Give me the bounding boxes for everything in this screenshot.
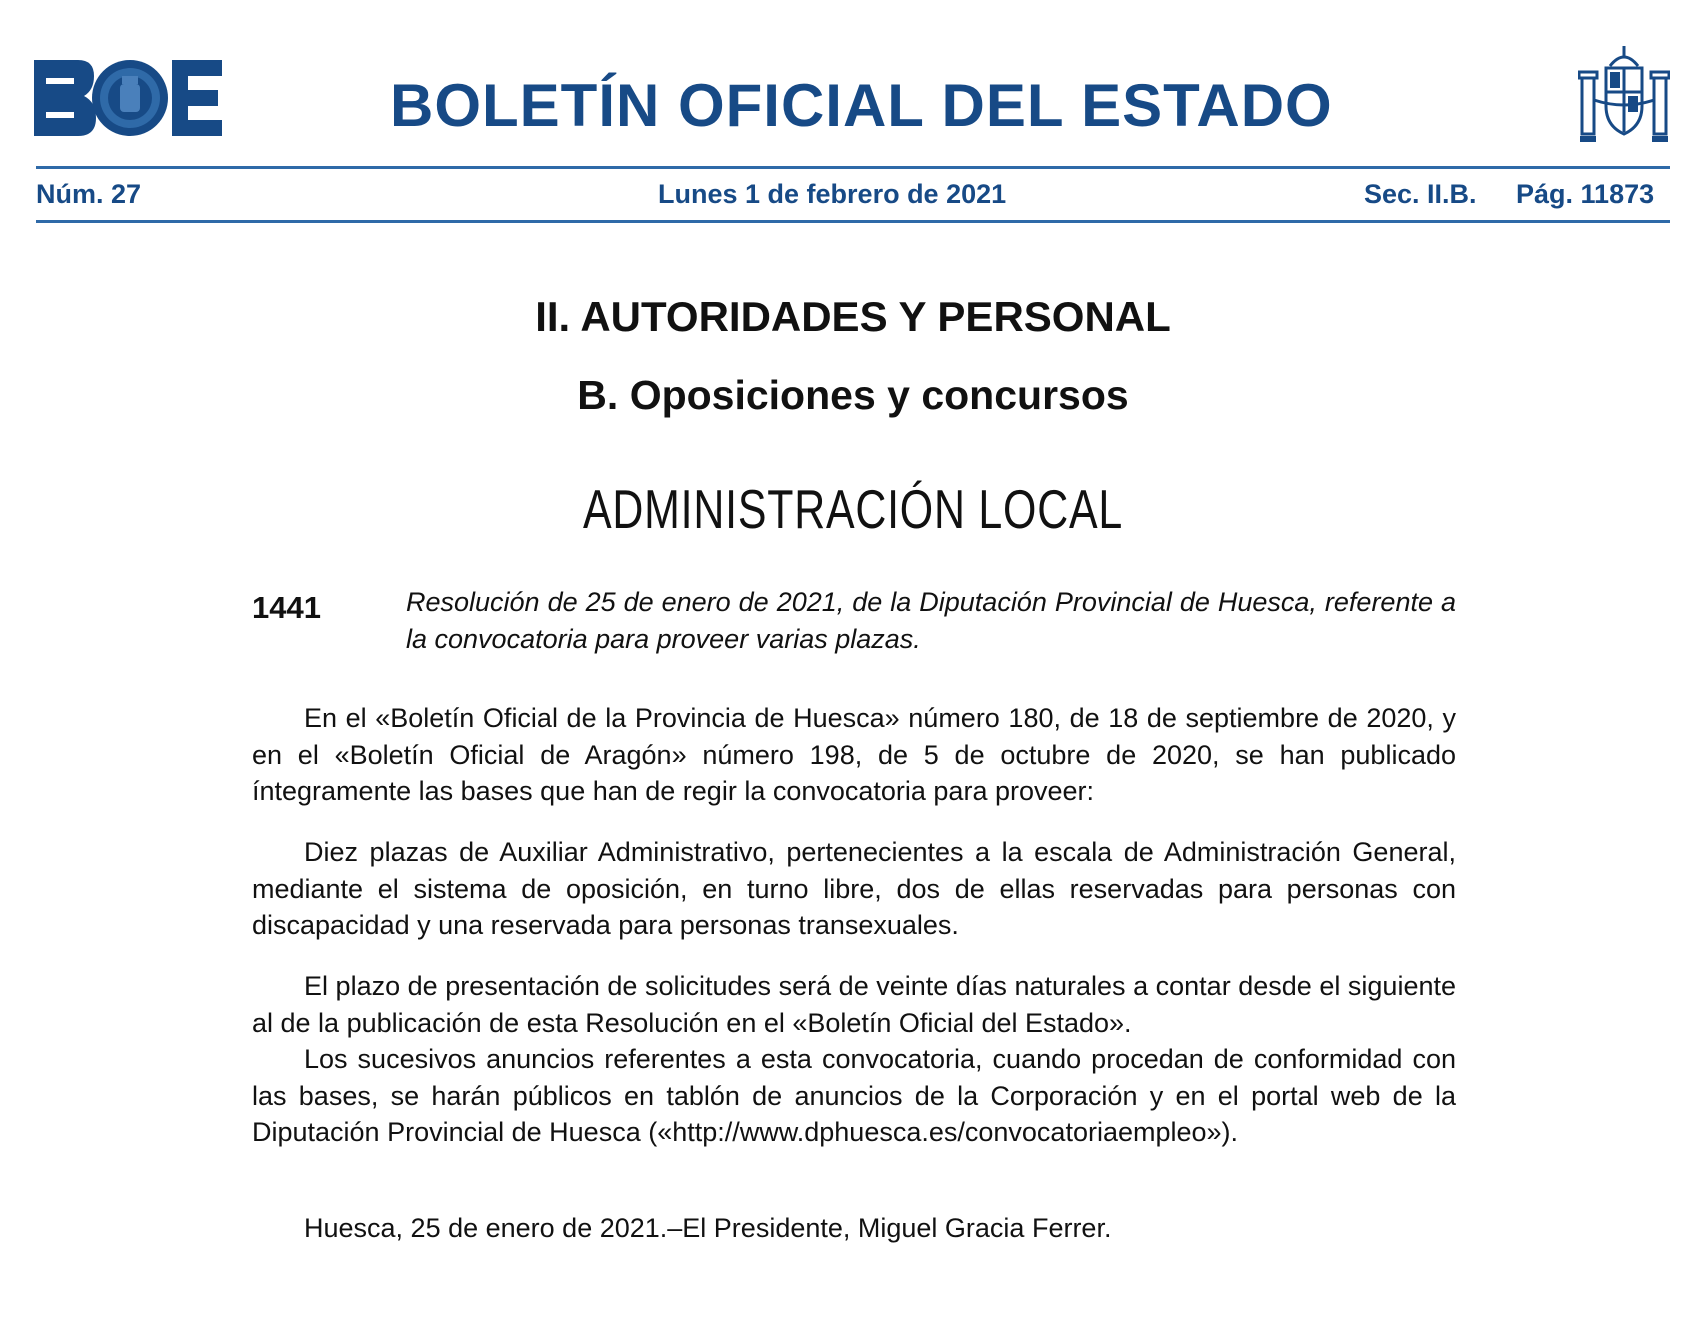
header-rule-bottom — [36, 220, 1670, 223]
paragraph-text: Diez plazas de Auxiliar Administrativo, pertenecientes a la escala de Administración General, mediante el sistema de oposición, en turno libre, dos de ellas reservadas para personas con discapacidad y una reservada para personas transexuales. — [252, 837, 1456, 940]
resolution-number: 1441 — [252, 590, 321, 625]
body-paragraph-1 — [252, 700, 1456, 810]
signature-text: Huesca, 25 de enero de 2021.–El Presidente, Miguel Gracia Ferrer. — [304, 1213, 1112, 1243]
resolution-title: Resolución de 25 de enero de 2021, de la Diputación Provincial de Huesca, referente a la convocatoria para proveer varias plazas. — [406, 587, 1456, 654]
coat-of-arms-icon — [1578, 44, 1670, 144]
header-rule-top — [36, 166, 1670, 169]
signature-paragraph — [252, 1210, 1456, 1247]
publication-title: BOLETÍN OFICIAL DEL ESTADO — [390, 72, 1333, 139]
paragraph-text: El plazo de presentación de solicitudes será de veinte días naturales a contar desde el siguiente al de la publicación de esta Resolución en el «Boletín Oficial del Estado». — [252, 971, 1456, 1038]
subsection-title: B. Oposiciones y concursos — [577, 372, 1129, 418]
issue-date: Lunes 1 de febrero de 2021 — [658, 179, 1007, 209]
section-title: II. AUTORIDADES Y PERSONAL — [535, 293, 1171, 340]
body-paragraph-3 — [252, 968, 1456, 1151]
paragraph-text: En el «Boletín Oficial de la Provincia de Huesca» número 180, de 18 de septiembre de 2020, y en el «Boletín Oficial de Aragón» número 198, de 5 de octubre de 2020, se han publicado íntegramente las bases que han de regir la convocatoria para proveer: — [252, 703, 1456, 806]
issue-number: Núm. 27 — [36, 179, 142, 209]
boe-logo — [34, 60, 222, 136]
administration-heading: ADMINISTRACIÓN LOCAL — [582, 478, 1124, 540]
body-paragraph-2 — [252, 834, 1456, 944]
page-number: Pág. 11873 — [1516, 179, 1655, 209]
section-code: Sec. II.B. — [1364, 179, 1477, 209]
paragraph-text: Los sucesivos anuncios referentes a esta convocatoria, cuando procedan de conformidad con las bases, se harán públicos en tablón de anuncios de la Corporación y en el portal web de la Diputación Provincial de Huesca («http://www.dphuesca.es/convocatoriaempleo»). — [252, 1044, 1456, 1147]
